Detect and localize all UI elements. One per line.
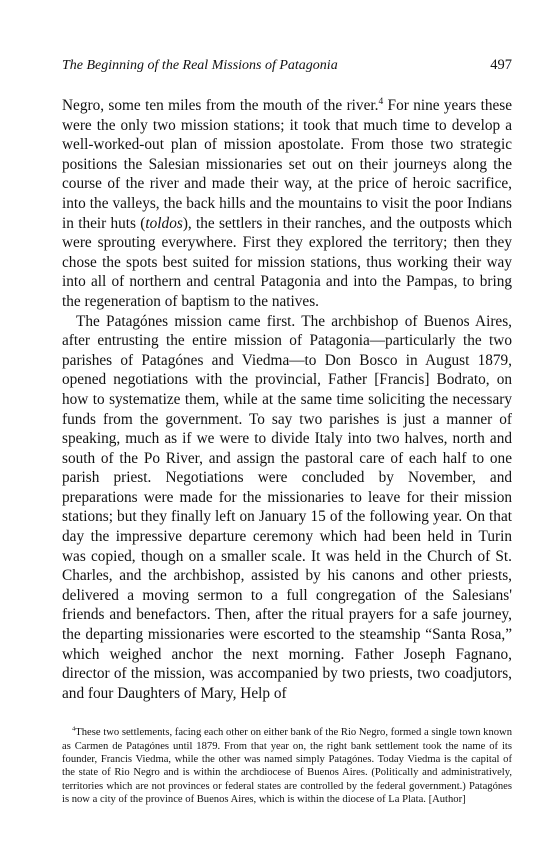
italic-term-toldos: toldos: [145, 214, 183, 232]
paragraph-1: [62, 96, 512, 312]
book-page: [62, 56, 512, 806]
footnote: [62, 726, 512, 806]
footnote-marker: 4: [72, 725, 76, 733]
running-title: The Beginning of the Real Missions of Patagonia: [62, 58, 338, 73]
page-number: 497: [490, 57, 512, 73]
footnote-4: [62, 726, 512, 806]
running-head: [62, 56, 512, 76]
paragraph-1-text-middle: For nine years these were the only two mission stations; it took that much time to develop a well-worked-out plan of mission apostolate. From those two strategic positions the Salesian missionaries set out on their journeys along the course of the river and made their way, at the price of heroic sacrifice, into the valleys, the back hills and the mountains to visit the poor Indians in their huts (: [62, 97, 513, 232]
footnote-reference-4: 4: [378, 96, 384, 107]
footnote-text: These two settlements, facing each other on either bank of the Rio Negro, formed a single town known as Carmen de Patagónes until 1879. From that year on, the right bank settlement took the name of its founder, Francis Viedma, while the other was named simply Patagónes. Today Viedma is the capital of the state of Rio Negro and is within the archdiocese of Buenos Aires. (Politically and administratively, territories which are not provinces or federal states are controlled by the federal government.) Patagónes is now a city of the province of Buenos Aires, which is within the diocese of La Plata. [Author]: [62, 727, 512, 805]
paragraph-1-text-start: Negro, some ten miles from the mouth of the river.: [62, 97, 379, 114]
body-text: [62, 96, 512, 703]
paragraph-2: The Patagónes mission came first. The archbishop of Buenos Aires, after entrusting the entire mission of Patagonia—particularly the two parishes of Patagónes and Viedma—to Don Bosco in August 1879, opened negotiations with the provincial, Father [Francis] Bodrato, on how to systematize them, while at the same time soliciting the necessary funds from the government. To say two parishes is just a manner of speaking, much as if we were to divide Italy into two halves, north and south of the Po River, and assign the pastoral care of each half to one parish priest. Negotiations were concluded by November, and preparations were made for the missionaries to leave for their mission stations; but they finally left on January 15 of the following year. On that day the impressive departure ceremony which had been held in Turin was copied, though on a smaller scale. It was held in the Church of St. Charles, and the archbishop, assisted by his canons and other priests, delivered a moving sermon to a full congregation of the Salesians' friends and benefactors. Then, after the ritual prayers for a safe journey, the departing missionaries were escorted to the steamship “Santa Rosa,” which weighed anchor the next morning. Father Joseph Fagnano, director of the mission, was accompanied by two priests, two coadjutors, and four Daughters of Mary, Help of: [62, 312, 512, 702]
paragraph-1-text-end: ), the settlers in their ranches, and the outposts which were sprouting everywhere. First they explored the territory; then they chose the spots best suited for mission stations, thus working their way into all of northern and central Patagonia and into the Pampas, to bring the regeneration of baptism to the natives.: [62, 214, 512, 310]
